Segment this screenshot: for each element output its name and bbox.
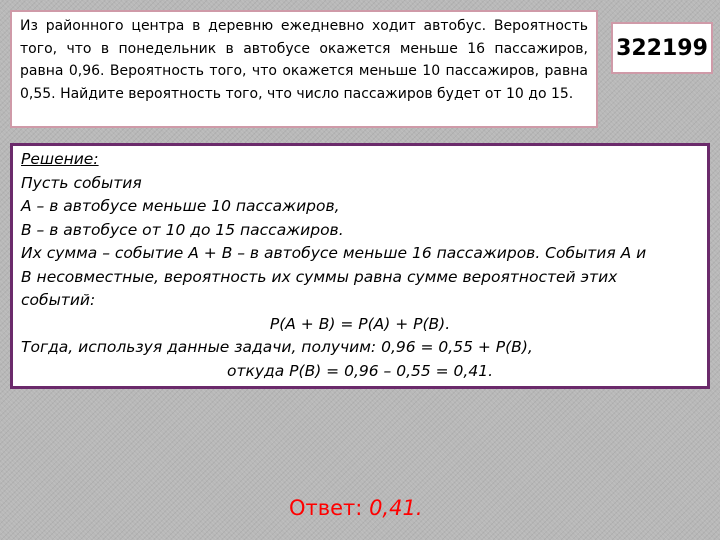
solution-result: откуда Р(В) = 0,96 – 0,55 = 0,41. <box>226 361 493 380</box>
answer-label: Ответ: <box>289 496 363 520</box>
solution-line: событий: <box>21 291 96 309</box>
answer-value: 0,41. <box>369 496 423 520</box>
solution-line: Тогда, используя данные задачи, получим: 0,96 = 0,55 + Р(В), <box>21 338 533 356</box>
solution-line: А – в автобусе меньше 10 пассажиров, <box>21 197 340 215</box>
solution-line: В несовместные, вероятность их суммы равна сумме вероятностей этих <box>21 267 618 286</box>
problem-statement-box <box>10 10 598 128</box>
answer <box>289 496 423 520</box>
solution-line: Их сумма – событие А + В – в автобусе меньше 16 пассажиров. События А и <box>21 244 647 262</box>
solution-formula: Р(А + В) = Р(А) + Р(В). <box>269 314 451 333</box>
solution-line: В – в автобусе от 10 до 15 пассажиров. <box>21 220 344 239</box>
task-id-box <box>611 22 713 74</box>
problem-text: Из районного центра в деревню ежедневно ходит автобус. Вероятность того, что в понедельник в автобусе окажется меньше 16 пассажиров, равна 0,96. Вероятность того, что окажется меньше 10 пассажиров, равна 0,55. Найдите вероятность того, что число пассажиров будет от 10 до 15. <box>20 18 588 102</box>
task-id: 322199 <box>616 35 708 61</box>
solution-box <box>10 143 710 389</box>
solution-line: Пусть события <box>21 173 142 192</box>
solution-title: Решение: <box>21 150 99 168</box>
